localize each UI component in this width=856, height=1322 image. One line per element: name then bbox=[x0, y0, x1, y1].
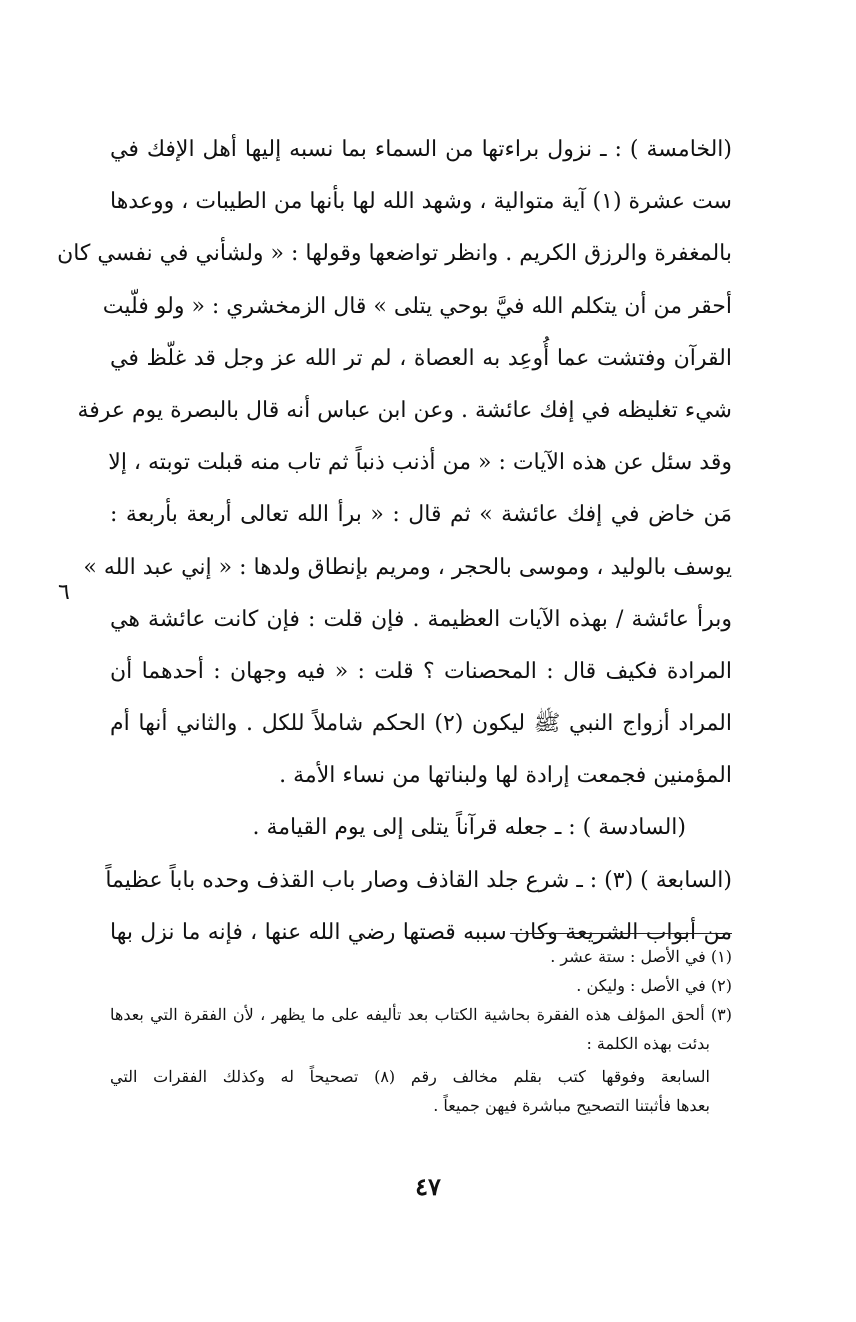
text-line: وقد سئل عن هذه الآيات : « من أذنب ذنباً ثم تاب منه قبلت توبته ، إلا bbox=[108, 450, 732, 476]
text-line: شيء تغليظه في إفك عائشة . وعن ابن عباس أنه قال بالبصرة يوم عرفة bbox=[77, 397, 732, 423]
text-line: ست عشرة (١) آية متوالية ، وشهد الله لها بأنها من الطيبات ، ووعدها bbox=[110, 189, 732, 215]
footnote-3-quote-continued: بعدها فأثبتنا التصحيح مباشرة فيهن جميعاً . bbox=[433, 1096, 710, 1115]
text-line: من أبواب الشريعة وكان سببه قصتها رضي الله عنها ، فإنه ما نزل بها bbox=[110, 919, 732, 945]
footnotes bbox=[110, 942, 732, 1120]
text-line: وبرأ عائشة / بهذه الآيات العظيمة . فإن قلت : فإن كانت عائشة هي bbox=[110, 606, 732, 632]
footnote-divider bbox=[510, 933, 732, 934]
text-line: مَن خاض في إفك عائشة » ثم قال : « برأ الله تعالى أربعة بأربعة : bbox=[110, 502, 732, 528]
text-line: (الخامسة ) : ـ نزول براءتها من السماء بما نسبه إليها أهل الإفك في bbox=[110, 137, 732, 162]
text-line: (السابعة ) (٣) : ـ شرع جلد القاذف وصار باب القذف وحده باباً عظيماً bbox=[105, 867, 732, 893]
text-line: يوسف بالوليد ، وموسى بالحجر ، ومريم بإنطاق ولدها : « إني عبد الله » bbox=[83, 554, 732, 580]
text-line: أحقر من أن يتكلم الله فيَّ بوحي يتلى » قال الزمخشري : « ولو فلّيت bbox=[102, 293, 732, 319]
footnote-1: (١) في الأصل : ستة عشر . bbox=[550, 947, 732, 966]
text-line: المؤمنين فجمعت إرادة لها ولبناتها من نساء الأمة . bbox=[279, 763, 732, 789]
text-line: بالمغفرة والرزق الكريم . وانظر تواضعها وقولها : « ولشأني في نفسي كان bbox=[57, 241, 732, 267]
text-line: (السادسة ) : ـ جعله قرآناً يتلى إلى يوم القيامة . bbox=[252, 815, 686, 841]
footnote-3: (٣) ألحق المؤلف هذه الفقرة بحاشية الكتاب بعد تأليفه على ما يظهر ، لأن الفقرة التي بعدها bbox=[110, 1005, 732, 1024]
footnote-3-continued: بدئت بهذه الكلمة : bbox=[586, 1034, 710, 1053]
text-line: المراد أزواج النبي ﷺ ليكون (٢) الحكم شاملاً للكل . والثاني أنها أم bbox=[110, 711, 732, 737]
text-line: القرآن وفتشت عما أُوعِد به العصاة ، لم تر الله عز وجل قد غلّظ في bbox=[110, 345, 732, 371]
text-line: المرادة فكيف قال : المحصنات ؟ قلت : « فيه وجهان : أحدهما أن bbox=[110, 658, 732, 684]
main-text bbox=[57, 124, 732, 959]
footnote-2: (٢) في الأصل : وليكن . bbox=[576, 976, 732, 995]
margin-folio-marker: ٦ bbox=[58, 580, 70, 605]
footnote-3-quote: السابعة وفوقها كتب بقلم مخالف رقم (٨) تصحيحاً له وكذلك الفقرات التي bbox=[110, 1067, 710, 1086]
page-number: ٤٧ bbox=[415, 1172, 441, 1201]
